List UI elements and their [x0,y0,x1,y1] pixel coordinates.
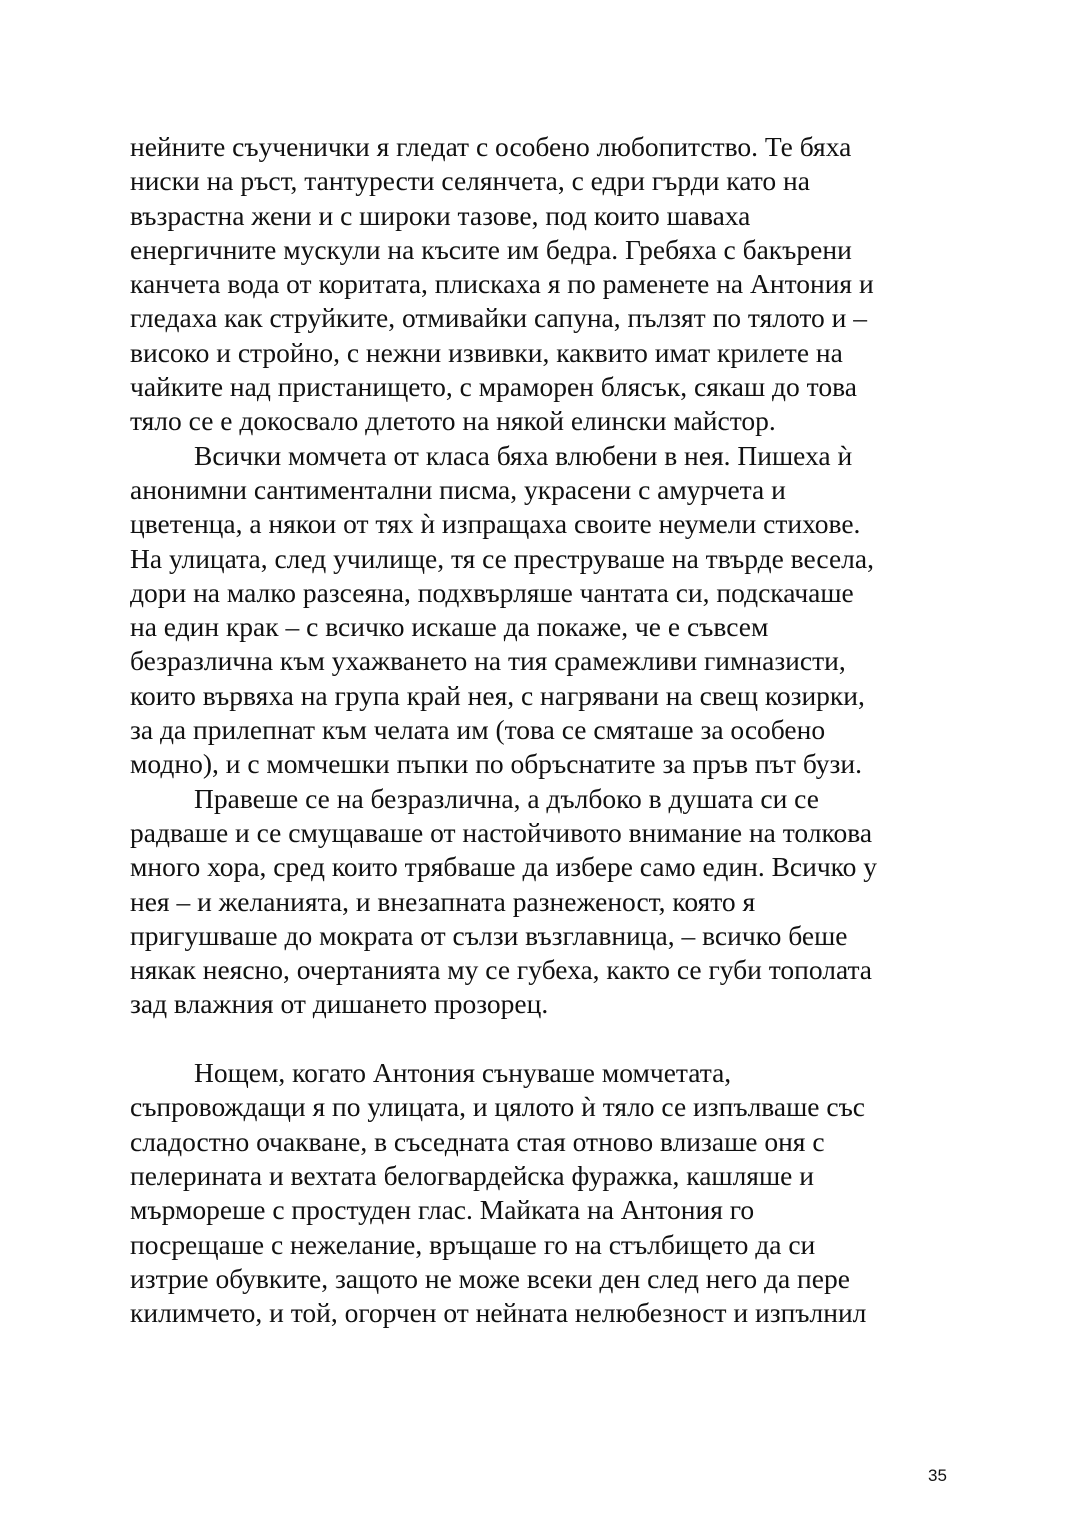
text-line: нейните съученички я гледат с особено любопитство. Те бяха [130,131,852,162]
text-line: за да прилепнат към челата им (това се смяташе за особено [130,714,826,746]
text-line: цветенца, а някои от тях ѝ изпращаха своите неумели стихове. [130,508,861,540]
body-text [130,130,960,1330]
text-line: килимчето, и той, огорчен от нейната нелюбезност и изпълнил [130,1297,867,1329]
paragraph-2 [130,439,960,782]
text-line: анонимни сантиментални писма, украсени с амурчета и [130,473,786,505]
text-line: зад влажния от дишането прозорец. [130,988,549,1020]
text-line: които вървяха на група край нея, с нагрявани на свещ козирки, [130,679,865,711]
text-line: пелерината и вехтата белогвардейска фуражка, кашляше и [130,1159,814,1191]
text-line-indented: Нощем, когато Антония сънуваше момчетата, [194,1057,732,1089]
text-line: модно), и с момчешки пъпки по обръснатите за пръв път бузи. [130,748,862,780]
text-line: дори на малко разсеяна, подхвърляше чантата си, подскачаше [130,576,854,608]
text-line: мърмореше с простуден глас. Майката на Антония го [130,1194,755,1226]
text-line: безразлична към ухажването на тия срамежливи гимназисти, [130,645,846,677]
text-line: тяло се е докосвало длетото на някой елински майстор. [130,405,776,437]
text-line: на един крак – с всичко искаше да покаже, че е съвсем [130,611,769,643]
text-line: ниски на ръст, тантурести селянчета, с едри гърди като на [130,165,810,197]
text-line: гледаха как струйките, отмивайки сапуна, пълзят по тялото и – [130,302,867,334]
text-line: пригушваше до мократа от сълзи възглавница, – всичко беше [130,919,848,951]
text-line: изтрие обувките, защото не може всеки ден след него да пере [130,1262,850,1294]
text-line: съпровождащи я по улицата, и цялото ѝ тяло се изпълваше със [130,1091,866,1123]
text-line: нея – и желанията, и внезапната разнеженост, която я [130,885,756,917]
text-line: някак неясно, очертанията му се губеха, както се губи тополата [130,954,873,986]
section-break [130,1022,960,1056]
text-line: канчета вода от коритата, плискаха я по раменете на Антония и [130,268,874,300]
text-line: чайките над пристанището, с мраморен блясък, сякаш до това [130,371,857,403]
text-line: На улицата, след училище, тя се преструваше на твърде весела, [130,542,874,574]
text-line: посрещаше с нежелание, връщаше го на стълбището да си [130,1228,816,1260]
paragraph-4 [130,1056,960,1330]
text-line: високо и стройно, с нежни извивки, каквито имат крилете на [130,336,843,368]
paragraph-1 [130,130,960,439]
text-line: радваше и се смущаваше от настойчивото внимание на толкова [130,816,873,848]
text-line: сладостно очакване, в съседната стая отново влизаше оня с [130,1125,825,1157]
text-line: много хора, сред които трябваше да избере само един. Всичко у [130,851,877,883]
text-line-indented: Всички момчета от класа бяха влюбени в нея. Пишеха ѝ [194,439,853,471]
page-number: 35 [928,1466,947,1485]
text-line: енергичните мускули на късите им бедра. Гребяха с бакърени [130,233,852,265]
text-line: възрастна жени и с широки тазове, под които шаваха [130,199,751,231]
text-line-indented: Правеше се на безразлична, а дълбоко в душата си се [194,782,819,814]
paragraph-3 [130,782,960,1022]
